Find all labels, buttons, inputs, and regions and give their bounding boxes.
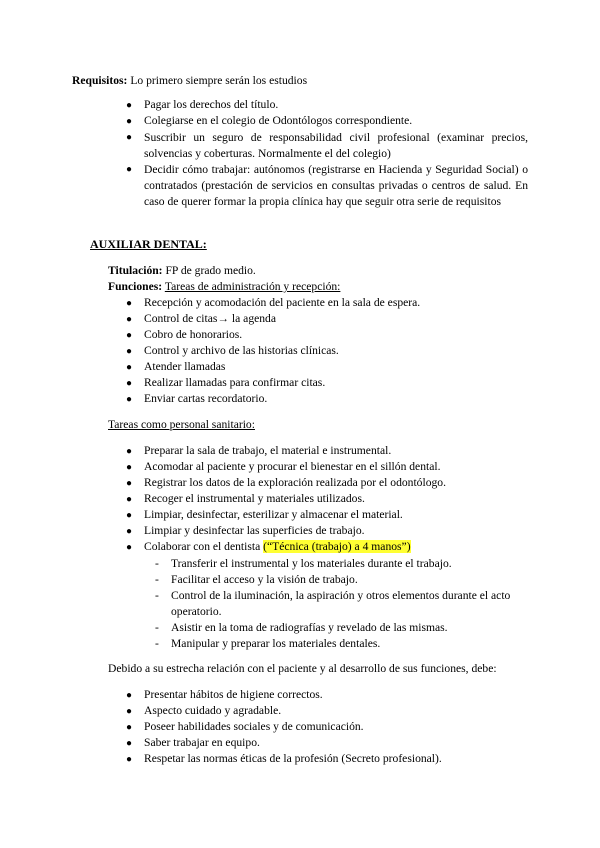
funciones-label: Funciones: [108, 280, 163, 293]
requisitos-label: Requisitos: [72, 74, 128, 87]
bullet-icon: ● [126, 510, 133, 521]
bullet-icon: ● [126, 526, 133, 537]
funciones-line [108, 280, 340, 294]
bullet-icon: ● [126, 446, 133, 457]
debe-item: Poseer habilidades sociales y de comunicación. [144, 720, 364, 733]
intro-paragraph: Debido a su estrecha relación con el paciente y al desarrollo de sus funciones, debe: [108, 662, 497, 675]
requisitos-text: Lo primero siempre serán los estudios [130, 74, 308, 87]
sub-item: Control de la iluminación, la aspiración y otros elementos durante el acto operatorio. [171, 589, 511, 618]
sub-item: Manipular y preparar los materiales dentales. [171, 637, 381, 650]
sub-item: Facilitar el acceso y la visión de trabajo. [171, 573, 358, 586]
bullet-icon: ● [126, 462, 133, 473]
bullet-icon: ● [126, 542, 133, 553]
sanitario-subheading: Tareas como personal sanitario: [108, 418, 255, 431]
admin-item: Control y archivo de las historias clínicas. [144, 344, 339, 357]
bullet-icon: ● [126, 494, 133, 505]
bullet-icon: ● [126, 346, 133, 357]
admin-item: Atender llamadas [144, 360, 226, 373]
dash-marker: - [155, 621, 159, 634]
sanitario-item: Preparar la sala de trabajo, el material e instrumental. [144, 444, 392, 457]
section-heading: AUXILIAR DENTAL: [90, 237, 207, 251]
dash-marker: - [155, 573, 159, 586]
debe-item: Saber trabajar en equipo. [144, 736, 260, 749]
bullet-icon: ● [126, 314, 133, 325]
requisitos-item: Decidir cómo trabajar: autónomos (registrarse en Hacienda y Seguridad Social) o contratados (prestación de servicios en consultas privadas o centros de salud. En caso de querer formar la propia clínica hay que seguir otra serie de requisitos [144, 163, 528, 208]
bullet-icon: ● [126, 706, 133, 717]
requisitos-item: Pagar los derechos del título. [144, 98, 279, 111]
bullet-icon: ● [126, 298, 133, 309]
funciones-subheading: Tareas de administración y recepción: [164, 280, 341, 293]
debe-item: Aspecto cuidado y agradable. [144, 704, 282, 717]
dash-marker: - [155, 637, 159, 650]
sanitario-item-colaborar [144, 540, 411, 554]
requisitos-line [72, 74, 307, 88]
requisitos-item: Suscribir un seguro de responsabilidad civil profesional (examinar precios, solvencias y coberturas. Normalmente el del colegio) [144, 131, 528, 160]
sub-item: Asistir en la toma de radiografías y revelado de las mismas. [171, 621, 448, 634]
admin-item: Cobro de honorarios. [144, 328, 243, 341]
titulacion-line [108, 264, 256, 278]
bullet-icon: ● [126, 362, 133, 373]
admin-item: Realizar llamadas para confirmar citas. [144, 376, 326, 389]
dash-marker: - [155, 557, 159, 570]
admin-item: Enviar cartas recordatorio. [144, 392, 268, 405]
bullet-icon: ● [126, 738, 133, 749]
titulacion-value: FP de grado medio. [165, 264, 256, 277]
requisitos-item: Colegiarse en el colegio de Odontólogos correspondiente. [144, 114, 413, 127]
bullet-icon: ● [126, 164, 133, 175]
bullet-icon: ● [126, 394, 133, 405]
admin-item: Control de citas→ la agenda [144, 312, 276, 325]
bullet-icon: ● [126, 116, 133, 127]
bullet-icon: ● [126, 478, 133, 489]
admin-item: Recepción y acomodación del paciente en la sala de espera. [144, 296, 421, 309]
bullet-icon: ● [126, 132, 133, 143]
bullet-icon: ● [126, 690, 133, 701]
dash-marker: - [155, 589, 159, 602]
highlighted-text: (“Técnica (trabajo) a 4 manos”) [263, 540, 411, 553]
bullet-icon: ● [126, 722, 133, 733]
debe-item: Presentar hábitos de higiene correctos. [144, 688, 323, 701]
sanitario-item: Recoger el instrumental y materiales utilizados. [144, 492, 365, 505]
colaborar-text: Colaborar con el dentista [144, 540, 261, 553]
bullet-icon: ● [126, 330, 133, 341]
sanitario-item: Limpiar, desinfectar, esterilizar y almacenar el material. [144, 508, 403, 521]
titulacion-label: Titulación: [108, 264, 163, 277]
sanitario-item: Registrar los datos de la exploración realizada por el odontólogo. [144, 476, 446, 489]
bullet-icon: ● [126, 378, 133, 389]
debe-item: Respetar las normas éticas de la profesión (Secreto profesional). [144, 752, 442, 765]
sub-item: Transferir el instrumental y los materiales durante el trabajo. [171, 557, 452, 570]
bullet-icon: ● [126, 100, 133, 111]
sanitario-item: Limpiar y desinfectar las superficies de trabajo. [144, 524, 365, 537]
bullet-icon: ● [126, 754, 133, 765]
sanitario-item: Acomodar al paciente y procurar el bienestar en el sillón dental. [144, 460, 441, 473]
